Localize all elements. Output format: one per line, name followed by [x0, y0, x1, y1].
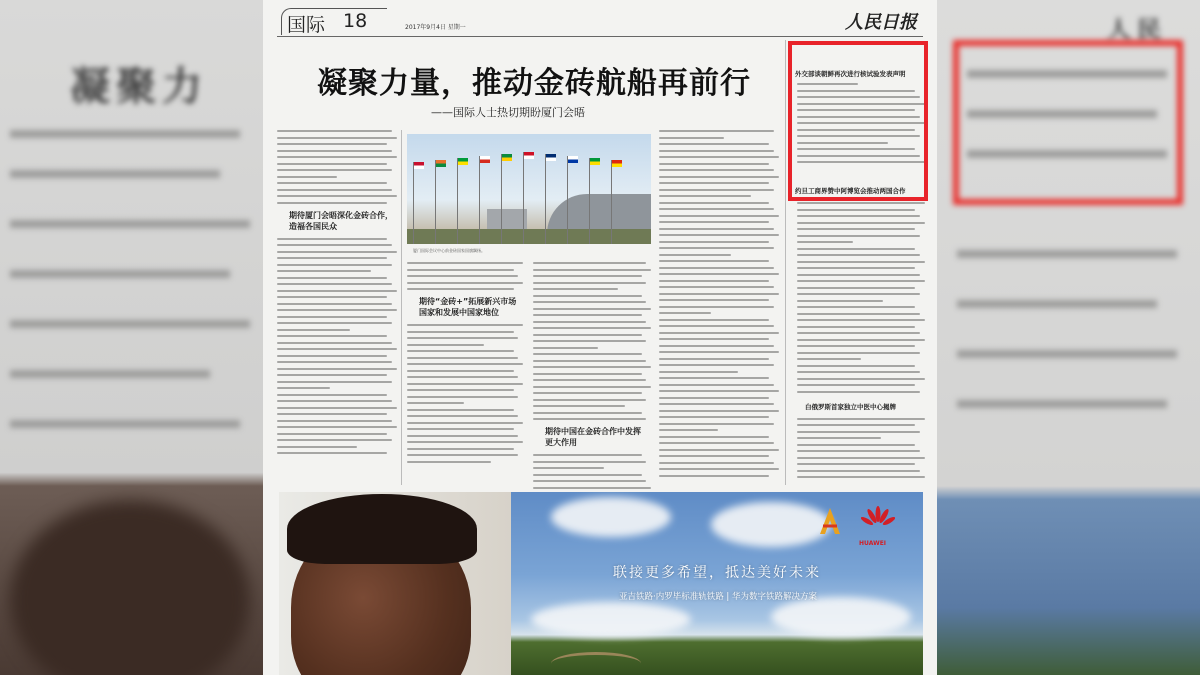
text-line [797, 418, 925, 420]
text-line [797, 384, 915, 386]
page-header [277, 6, 923, 37]
sidebar-headline-1: 外交部谈朝鲜再次进行核试验发表声明 [795, 70, 906, 78]
text-line [533, 392, 642, 394]
flag [480, 156, 490, 163]
text-line [277, 452, 387, 454]
text-line [277, 426, 397, 428]
issue-date: 2017年9月4日 星期一 [405, 24, 466, 31]
text-line [659, 254, 731, 256]
text-line [659, 410, 779, 412]
text-line [277, 446, 357, 448]
text-line [407, 324, 523, 326]
text-line [659, 169, 774, 171]
text-line [797, 365, 915, 367]
text-line [277, 264, 392, 266]
huawei-logo-text: HUAWEI [859, 540, 887, 547]
text-line [533, 340, 646, 342]
text-line [277, 439, 392, 441]
article-subtitle-2: 期待“金砖+”拓展新兴市场国家和发展中国家地位 [419, 297, 517, 317]
article-subtitle-3: 期待中国在金砖合作中发挥更大作用 [545, 427, 641, 447]
text-line [533, 269, 651, 271]
text-line [277, 195, 397, 197]
text-line [533, 454, 642, 456]
text-line [659, 325, 774, 327]
text-line [407, 435, 518, 437]
flag-pole [435, 160, 436, 244]
blurred-line [957, 350, 1177, 358]
flag-pole [457, 158, 458, 244]
column-divider [785, 40, 786, 485]
text-line [797, 235, 920, 237]
text-line [277, 361, 392, 363]
flag [414, 162, 424, 169]
huawei-advertisement [279, 492, 923, 675]
text-line [659, 137, 724, 139]
text-line [407, 422, 523, 424]
text-line [659, 280, 769, 282]
blurred-line [957, 400, 1167, 408]
column-divider [401, 130, 402, 485]
text-line [533, 467, 604, 469]
ad-girl-hair [287, 494, 477, 564]
text-line [533, 373, 642, 375]
text-line [659, 345, 774, 347]
text-line [407, 396, 518, 398]
text-line [797, 470, 920, 472]
text-line [533, 282, 646, 284]
text-line [797, 352, 920, 354]
blurred-line [957, 300, 1157, 308]
text-line [659, 397, 769, 399]
blurred-red-box [953, 40, 1183, 205]
text-line [659, 247, 774, 249]
text-line [407, 269, 514, 271]
text-line [407, 441, 523, 443]
flag [436, 160, 446, 167]
blurred-background-left [0, 0, 263, 675]
text-line [797, 358, 861, 360]
text-line [659, 377, 769, 379]
text-line [659, 228, 774, 230]
text-line [277, 368, 397, 370]
blurred-line [10, 420, 240, 428]
text-line [659, 475, 769, 477]
text-line [797, 313, 920, 315]
text-line [277, 283, 392, 285]
text-line [659, 156, 779, 158]
text-line [277, 244, 392, 246]
newspaper-page [263, 0, 937, 675]
text-line [277, 277, 387, 279]
text-line [533, 399, 646, 401]
text-line [533, 295, 642, 297]
text-line [277, 433, 387, 435]
text-line [659, 234, 779, 236]
text-line [797, 424, 915, 426]
railway-logo-icon [817, 506, 843, 536]
text-line [659, 293, 779, 295]
flag [458, 158, 468, 165]
text-line [277, 348, 397, 350]
text-line [277, 316, 387, 318]
text-line [659, 208, 774, 210]
flag-pole [567, 156, 568, 244]
text-line [533, 474, 642, 476]
text-line [797, 209, 915, 211]
flag [568, 156, 578, 163]
flag-pole [501, 154, 502, 244]
masthead-logo: 人民日报 [845, 12, 917, 33]
text-line [533, 262, 646, 264]
text-line [277, 189, 392, 191]
text-line [533, 366, 651, 368]
text-line [277, 130, 392, 132]
text-line [659, 416, 769, 418]
text-line [533, 288, 618, 290]
sidebar-headline-3: 白俄罗斯首家独立中医中心揭牌 [805, 402, 896, 411]
text-line [533, 308, 651, 310]
text-line [277, 420, 392, 422]
text-line [659, 371, 738, 373]
photo-caption: 厦门国际会议中心前金砖国家国旗飘扬。 [413, 248, 485, 253]
cloud [771, 597, 911, 637]
section-name: 国际 [287, 14, 326, 36]
text-line [797, 437, 881, 439]
highlight-red-box [788, 41, 928, 201]
ad-slogan: 联接更多希望，抵达美好未来 [613, 565, 821, 581]
text-line [797, 450, 920, 452]
text-line [277, 150, 392, 152]
text-line [277, 309, 397, 311]
text-line [797, 261, 925, 263]
text-line [659, 189, 774, 191]
text-line [277, 156, 397, 158]
text-line [407, 454, 518, 456]
text-line [797, 280, 925, 282]
text-line [277, 381, 392, 383]
text-line [407, 448, 514, 450]
flag-pole [589, 158, 590, 244]
flag-pole [523, 152, 524, 244]
sidebar-headline-2: 约旦工商界赞中阿博览会推动两国合作 [795, 187, 906, 195]
ad-subline: 亚吉铁路·内罗毕标准轨铁路 | 华为数字铁路解决方案 [619, 592, 817, 602]
blurred-line [967, 70, 1167, 78]
article-column-1 [277, 130, 397, 459]
text-line [533, 275, 642, 277]
text-line [533, 347, 598, 349]
text-line [407, 282, 523, 284]
text-line [407, 357, 518, 359]
text-line [277, 290, 397, 292]
text-line [797, 202, 925, 204]
text-line [659, 390, 779, 392]
text-line [659, 423, 774, 425]
blurred-masthead: 人民 [1107, 15, 1167, 44]
text-line [533, 412, 642, 414]
text-line [659, 143, 769, 145]
text-line [659, 273, 779, 275]
text-line [407, 415, 518, 417]
text-line [659, 351, 779, 353]
flags-photo [407, 134, 651, 244]
text-line [659, 429, 718, 431]
text-line [659, 130, 774, 132]
text-line [659, 267, 774, 269]
text-line [797, 476, 925, 478]
text-line [659, 286, 774, 288]
text-line [797, 254, 920, 256]
text-line [659, 403, 774, 405]
text-line [533, 461, 646, 463]
text-line [407, 370, 514, 372]
text-line [533, 321, 646, 323]
text-line [797, 287, 915, 289]
text-line [277, 163, 387, 165]
text-line [407, 402, 464, 404]
text-line [277, 303, 392, 305]
text-line [797, 457, 925, 459]
text-line [659, 332, 779, 334]
text-line [659, 260, 769, 262]
article-subheadline: ——国际人士热切期盼厦门会晤 [431, 106, 585, 119]
text-line [659, 176, 779, 178]
text-line [797, 345, 915, 347]
text-line [277, 176, 337, 178]
text-line [659, 358, 769, 360]
text-line [659, 150, 774, 152]
text-line [659, 338, 769, 340]
text-line [797, 215, 920, 217]
blurred-line [10, 270, 230, 278]
text-line [797, 293, 920, 295]
cloud [551, 497, 671, 537]
text-line [797, 431, 920, 433]
text-line [797, 378, 925, 380]
text-line [277, 355, 387, 357]
text-line [797, 332, 920, 334]
text-line [407, 383, 523, 385]
blurred-headline-fragment: 凝聚力 [70, 63, 208, 110]
text-line [533, 480, 646, 482]
text-line [407, 389, 514, 391]
flag-pole [611, 160, 612, 244]
text-line [659, 215, 779, 217]
text-line [277, 329, 350, 331]
text-line [277, 270, 371, 272]
text-line [533, 405, 625, 407]
text-line [797, 222, 925, 224]
text-line [659, 468, 779, 470]
text-line [797, 274, 920, 276]
text-line [277, 374, 387, 376]
text-line [797, 463, 915, 465]
text-line [659, 221, 769, 223]
blurred-line [10, 370, 210, 378]
text-line [659, 455, 769, 457]
text-line [659, 299, 769, 301]
flag [524, 152, 534, 159]
text-line [533, 379, 646, 381]
text-line [277, 238, 387, 240]
text-line [797, 339, 925, 341]
text-line [659, 312, 711, 314]
text-line [797, 319, 925, 321]
text-line [659, 436, 769, 438]
text-line [797, 228, 915, 230]
text-line [407, 428, 514, 430]
text-line [277, 413, 387, 415]
blurred-photo [10, 500, 250, 675]
text-line [659, 384, 774, 386]
text-line [277, 322, 392, 324]
photo-trees [407, 229, 651, 244]
article-column-3 [533, 262, 651, 493]
text-line [407, 337, 518, 339]
text-line [277, 335, 387, 337]
flag [546, 154, 556, 161]
flag-pole [545, 154, 546, 244]
text-line [659, 442, 774, 444]
text-line [277, 394, 387, 396]
text-line [797, 444, 915, 446]
text-line [277, 296, 387, 298]
text-line [533, 314, 642, 316]
text-line [533, 301, 646, 303]
cloud [531, 602, 691, 637]
text-line [277, 257, 387, 259]
text-line [277, 342, 392, 344]
ad-portrait [279, 492, 511, 675]
blurred-line [957, 250, 1177, 258]
article-headline: 凝聚力量，推动金砖航船再前行 [317, 66, 751, 101]
text-line [277, 407, 397, 409]
text-line [277, 251, 397, 253]
article-column-4 [659, 130, 779, 481]
blurred-line [10, 220, 250, 228]
text-line [797, 371, 920, 373]
text-line [407, 344, 484, 346]
blurred-line [967, 110, 1157, 118]
huawei-logo-icon [861, 506, 895, 536]
text-line [277, 137, 397, 139]
text-line [797, 241, 853, 243]
flag [502, 154, 512, 161]
text-line [797, 391, 920, 393]
text-line [407, 275, 518, 277]
flag [612, 160, 622, 167]
cloud [711, 502, 831, 547]
article-subtitle-1: 期待厦门会晤深化金砖合作，造福各国民众 [289, 210, 393, 231]
flag-pole [413, 162, 414, 244]
text-line [407, 262, 523, 264]
blurred-line [10, 320, 250, 328]
text-line [659, 202, 769, 204]
railway-track [551, 652, 641, 675]
text-line [659, 195, 751, 197]
text-line [407, 350, 514, 352]
blurred-line [10, 130, 240, 138]
text-line [797, 326, 915, 328]
text-line [533, 334, 642, 336]
text-line [407, 288, 514, 290]
text-line [407, 331, 514, 333]
blurred-line [10, 170, 220, 178]
text-line [407, 376, 518, 378]
text-line [277, 400, 392, 402]
text-line [797, 267, 915, 269]
text-line [277, 182, 387, 184]
text-line [659, 163, 769, 165]
blurred-background-right [937, 0, 1200, 675]
text-line [533, 418, 646, 420]
text-line [797, 300, 883, 302]
text-line [659, 182, 769, 184]
text-line [277, 143, 387, 145]
flag-pole [479, 156, 480, 244]
text-line [277, 169, 392, 171]
text-line [533, 327, 651, 329]
text-line [533, 360, 646, 362]
text-line [277, 202, 387, 204]
text-line [277, 387, 330, 389]
text-line [659, 306, 774, 308]
text-line [659, 319, 769, 321]
text-line [659, 462, 774, 464]
text-line [533, 353, 642, 355]
text-line [659, 364, 774, 366]
text-line [659, 449, 779, 451]
text-line [659, 241, 769, 243]
flag [590, 158, 600, 165]
text-line [797, 306, 915, 308]
page-number: 18 [343, 10, 368, 32]
text-line [407, 461, 491, 463]
text-line [797, 248, 915, 250]
text-line [407, 409, 514, 411]
blurred-line [967, 150, 1167, 158]
article-column-2 [407, 262, 523, 467]
text-line [533, 487, 651, 489]
text-line [533, 386, 651, 388]
text-line [407, 363, 523, 365]
